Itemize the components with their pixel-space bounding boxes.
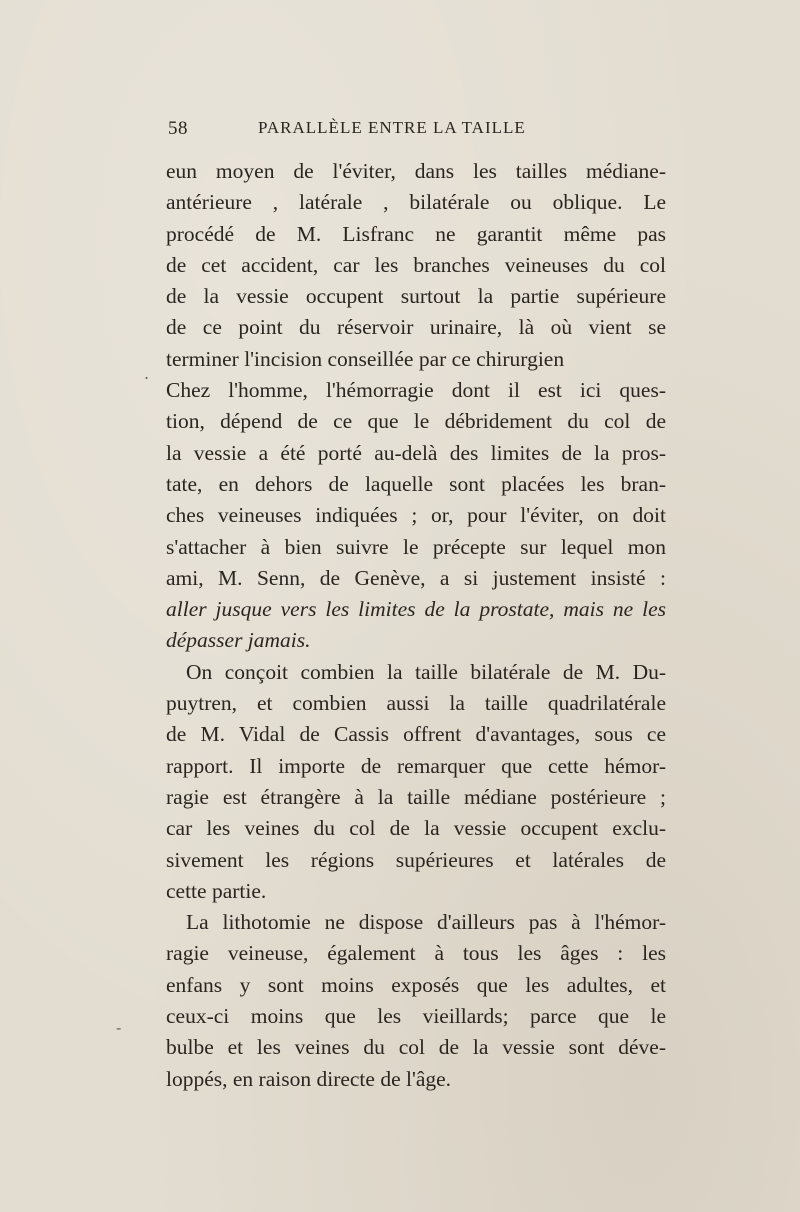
text-line: enfans y sont moins exposés que les adultes, et <box>166 972 666 997</box>
text-line: ragie veineuse, également à tous les âges : les <box>166 941 666 966</box>
margin-dot: . <box>144 364 150 383</box>
text-line: Chez l'homme, l'hémorragie dont il est ici ques- <box>166 378 666 403</box>
text-line: procédé de M. Lisfranc ne garantit même pas <box>166 221 666 246</box>
paragraph-start-line: On conçoit combien la taille bilatérale de M. Du- <box>186 659 666 684</box>
text-line: de ce point du réservoir urinaire, là où vient se <box>166 315 666 340</box>
text-line: sivement les régions supérieures et latérales de <box>166 847 666 872</box>
text-line: terminer l'incision conseillée par ce chirurgien <box>166 346 565 371</box>
text-line: de cet accident, car les branches veineuses du col <box>166 252 666 277</box>
text-line: s'attacher à bien suivre le précepte sur lequel mon <box>166 534 666 559</box>
text-line: de la vessie occupent surtout la partie supérieure <box>166 284 666 309</box>
text-line: eun moyen de l'éviter, dans les tailles médiane- <box>166 159 666 183</box>
text-line: loppés, en raison directe de l'âge. <box>166 1066 452 1091</box>
body-text <box>166 156 666 1095</box>
text-line: tion, dépend de ce que le débridement du col de <box>166 409 666 434</box>
paragraph-start-line: La lithotomie ne dispose d'ailleurs pas à l'hémor- <box>186 910 666 935</box>
page-number: 58 <box>168 118 188 139</box>
text-line: la vessie a été porté au-delà des limites de la pros- <box>166 440 666 465</box>
running-head <box>168 118 668 144</box>
text-line: cette partie. <box>166 878 267 903</box>
margin-dash: - <box>116 1018 122 1037</box>
text-line: ches veineuses indiquées ; or, pour l'éviter, on doit <box>166 503 666 528</box>
text-line: de M. Vidal de Cassis offrent d'avantages, sous ce <box>166 722 666 747</box>
text-line: antérieure , latérale , bilatérale ou oblique. Le <box>166 190 666 215</box>
text-line: puytren, et combien aussi la taille quadrilatérale <box>166 691 666 716</box>
text-line: ami, M. Senn, de Genève, a si justement insisté : <box>166 565 666 590</box>
text-line: tate, en dehors de laquelle sont placées les bran- <box>166 471 666 496</box>
text-line: bulbe et les veines du col de la vessie sont déve- <box>166 1035 666 1060</box>
text-line: car les veines du col de la vessie occupent exclu- <box>166 816 666 841</box>
quote-line: dépasser jamais. <box>166 628 311 653</box>
running-title: PARALLÈLE ENTRE LA TAILLE <box>258 118 526 137</box>
text-line: rapport. Il importe de remarquer que cette hémor- <box>166 753 666 778</box>
text-line: ceux-ci moins que les vieillards; parce que le <box>166 1004 666 1029</box>
text-line: ragie est étrangère à la taille médiane postérieure ; <box>166 784 666 809</box>
quote-line: aller jusque vers les limites de la prostate, mais ne les <box>166 597 666 622</box>
